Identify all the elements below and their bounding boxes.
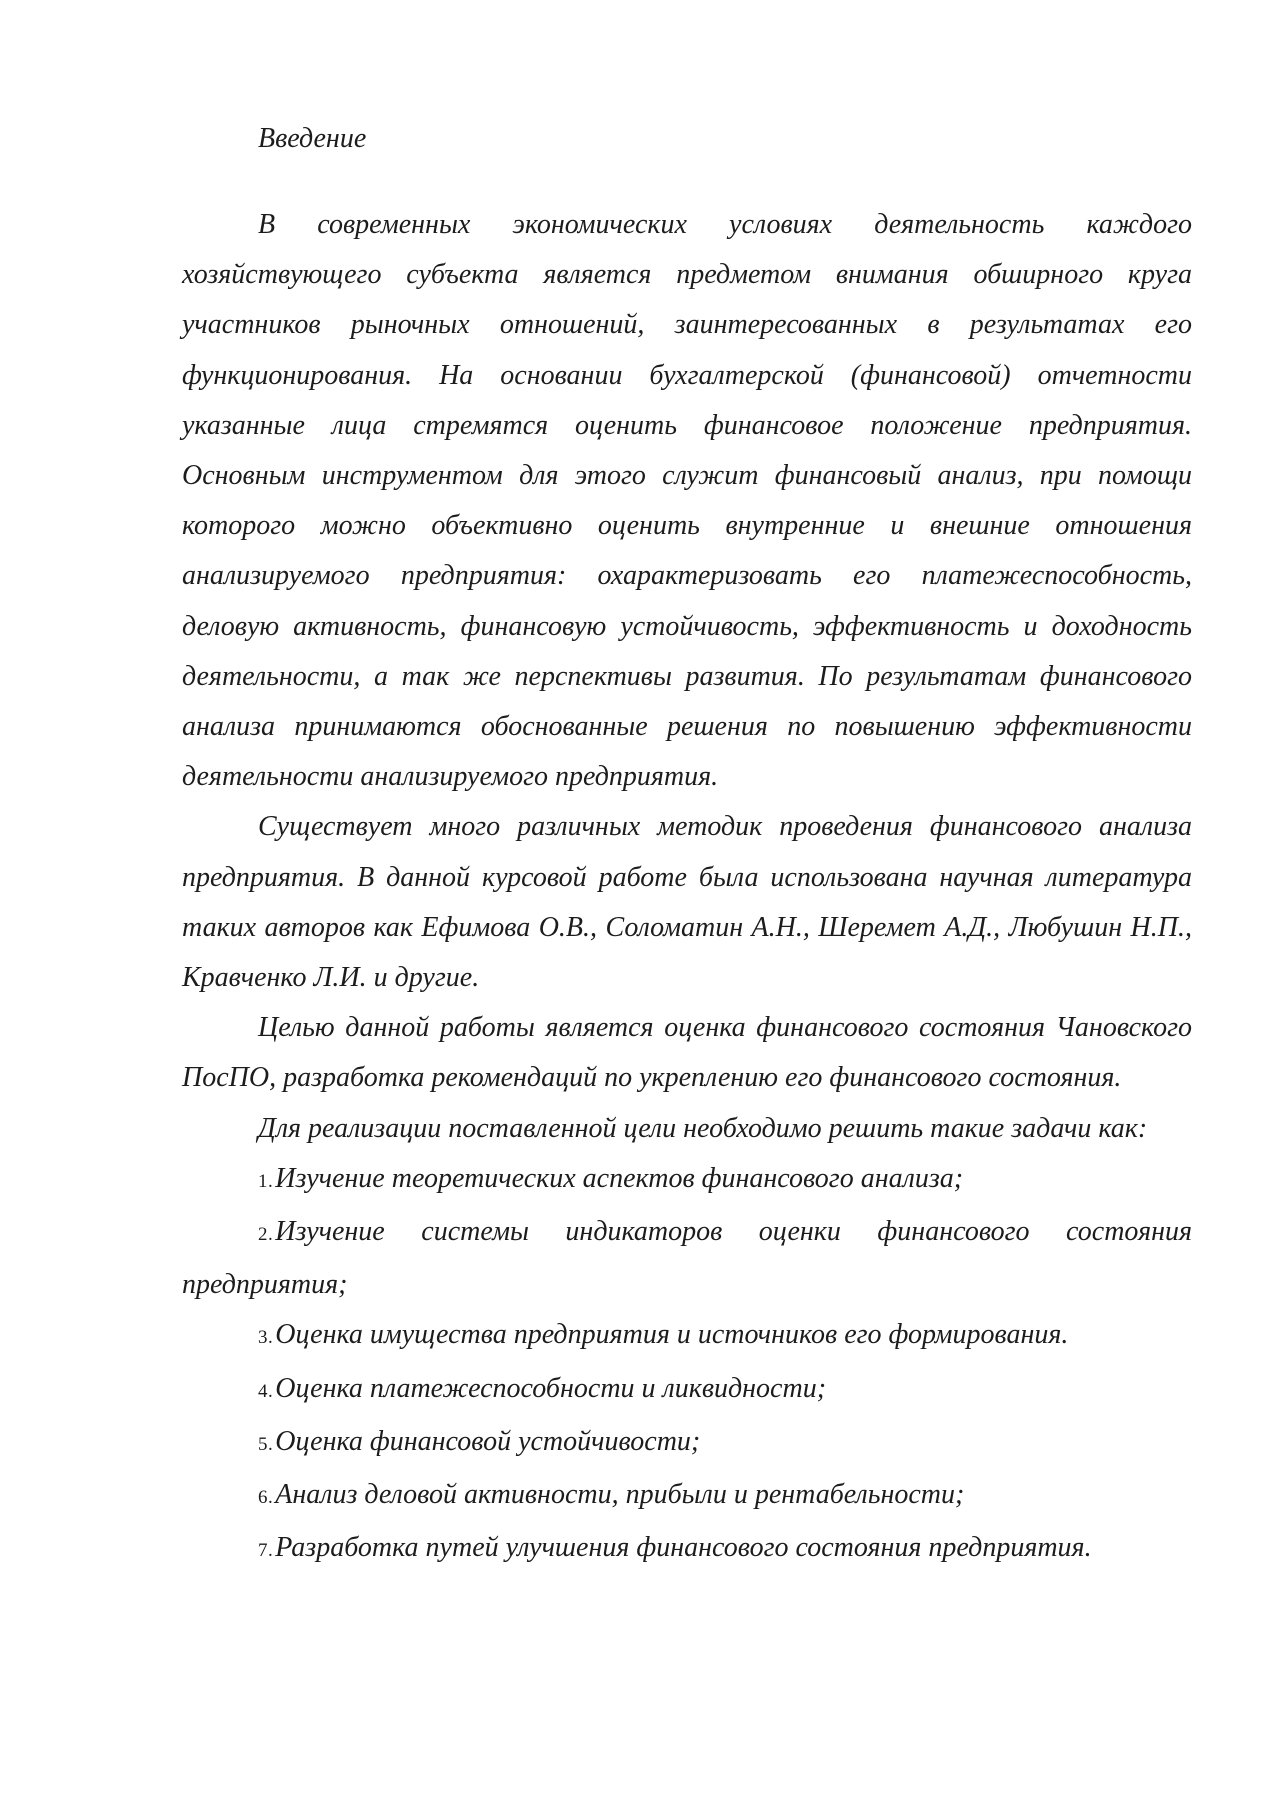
list-item-number: 2. xyxy=(258,1224,274,1246)
heading-spacer xyxy=(182,164,1192,200)
list-item xyxy=(182,1154,1192,1207)
list-item xyxy=(182,1310,1192,1363)
list-item-text: Изучение теоретических аспектов финансового анализа; xyxy=(275,1162,964,1194)
list-item xyxy=(182,1523,1192,1576)
list-item-text: Изучение системы индикаторов оценки финансового состояния предприятия; xyxy=(182,1216,1192,1301)
goal-paragraph: Целью данной работы является оценка финансового состояния Чановского ПосПО, разработка рекомендаций по укреплению его финансового состояния. xyxy=(182,1012,1192,1094)
list-item xyxy=(182,1470,1192,1523)
list-item-number: 4. xyxy=(258,1380,274,1402)
list-item-number: 6. xyxy=(258,1487,274,1509)
task-list xyxy=(182,1154,1192,1577)
list-item-number: 7. xyxy=(258,1540,274,1562)
list-item xyxy=(182,1364,1192,1417)
list-item-text: Разработка путей улучшения финансового состояния предприятия. xyxy=(275,1532,1092,1564)
list-item-text: Оценка имущества предприятия и источников его формирования. xyxy=(275,1319,1069,1351)
list-item xyxy=(182,1417,1192,1470)
methods-paragraph: Существует много различных методик проведения финансового анализа предприятия. В данной курсовой работе была использована научная литература таких авторов как Ефимова О.В., Соломатин А.Н., Шеремет А.Д., Любушин Н.П., Кравченко Л.И. и другие. xyxy=(182,811,1192,994)
list-item-number: 1. xyxy=(258,1170,274,1192)
section-heading: Введение xyxy=(258,123,367,154)
list-item-number: 5. xyxy=(258,1433,274,1455)
list-item-text: Оценка платежеспособности и ликвидности; xyxy=(275,1372,827,1404)
document-body xyxy=(182,114,1192,1576)
list-item-text: Оценка финансовой устойчивости; xyxy=(275,1425,701,1457)
list-item-text: Анализ деловой активности, прибыли и рентабельности; xyxy=(275,1479,965,1511)
list-item xyxy=(182,1207,1192,1310)
tasks-intro-paragraph: Для реализации поставленной цели необходимо решить такие задачи как: xyxy=(258,1112,1148,1144)
list-item-number: 3. xyxy=(258,1327,274,1349)
intro-paragraph: В современных экономических условиях деятельность каждого хозяйствующего субъекта является предметом внимания обширного круга участников рыночных отношений, заинтересованных в результатах его функционирования. На основании бухгалтерской (финансовой) отчетности указанные лица стремятся оценить финансовое положение предприятия. Основным инструментом для этого служит финансовый анализ, при помощи которого можно объективно оценить внутренние и внешние отношения анализируемого предприятия: охарактеризовать его платежеспособность, деловую активность, финансовую устойчивость, эффективность и доходность деятельности, а так же перспективы развития. По результатам финансового анализа принимаются обоснованные решения по повышению эффективности деятельности анализируемого предприятия. xyxy=(182,209,1192,793)
